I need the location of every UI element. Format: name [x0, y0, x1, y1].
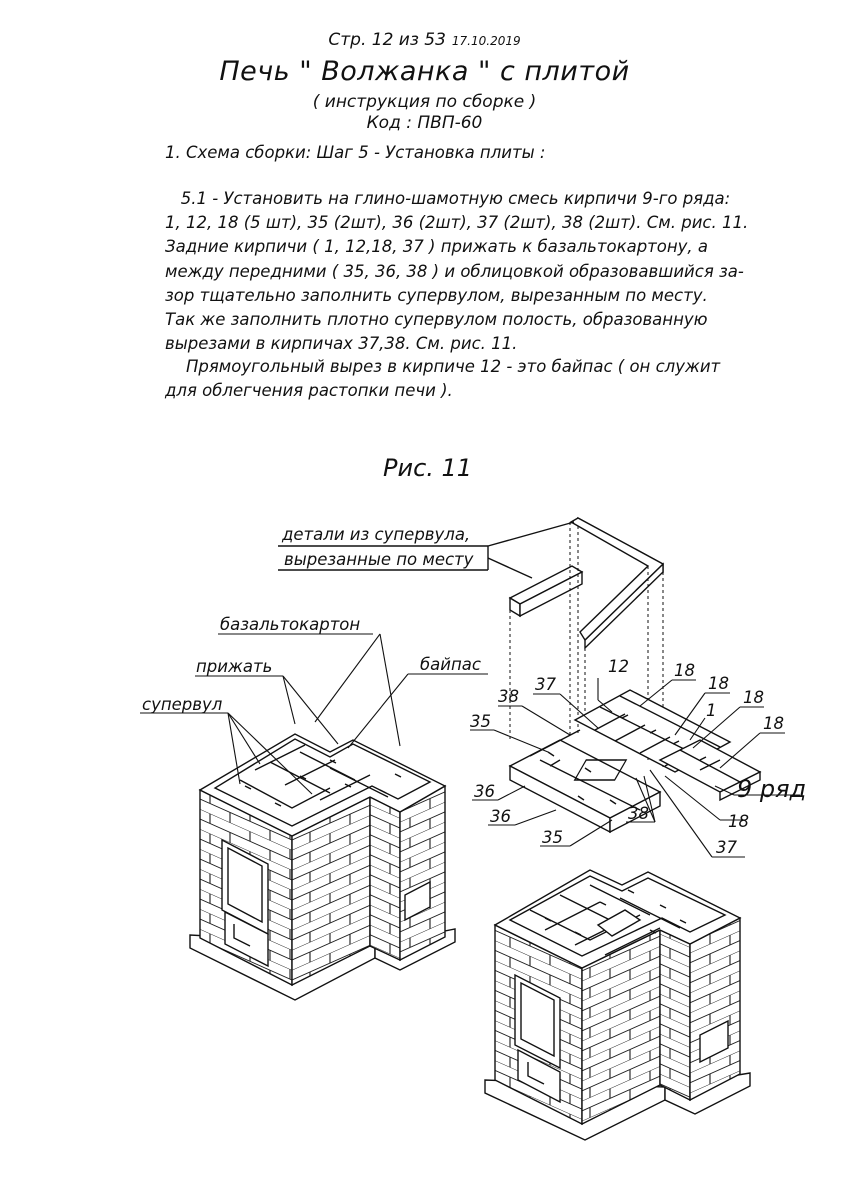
paragraph-line: между передними ( 35, 36, 38 ) и облицовкой образовавшийся за- [165, 261, 744, 281]
label-brick-35-top: 35 [470, 712, 491, 731]
paragraph-line: Задние кирпичи ( 1, 12,18, 37 ) прижать к базальтокартону, а [165, 237, 709, 257]
document-title: Печь " Волжанка " с плитой [219, 56, 630, 87]
label-brick-18-b: 18 [708, 674, 729, 693]
label-supervul: супервул [142, 695, 223, 714]
label-brick-18-e: 18 [728, 812, 749, 831]
label-brick-37-top: 37 [535, 675, 556, 694]
label-brick-12: 12 [608, 657, 629, 676]
paragraph-line: Так же заполнить плотно супервулом полость, образованную [165, 310, 708, 330]
stove-right-drawing [485, 870, 750, 1140]
label-brick-18-a: 18 [674, 661, 695, 680]
document-date: 17.10.2019 [451, 34, 521, 48]
label-brick-38-top: 38 [498, 687, 519, 706]
stove-left-drawing [190, 734, 455, 1000]
figure-title: Рис. 11 [383, 454, 473, 482]
label-brick-36-b: 36 [490, 807, 511, 826]
label-brick-37-bottom: 37 [716, 838, 737, 857]
product-code: Код : ПВП-60 [366, 113, 483, 133]
label-brick-36-a: 36 [474, 782, 495, 801]
label-row-nine: 9 ряд [737, 775, 807, 803]
label-brick-38-bottom: 38 [628, 804, 649, 823]
paragraph-line: зор тщательно заполнить супервулом, вырезанным по месту. [165, 285, 708, 305]
paragraph-line: Прямоугольный вырез в кирпиче 12 - это байпас ( он служит [165, 357, 721, 376]
paragraph-line: 1, 12, 18 (5 шт), 35 (2шт), 36 (2шт), 37 (2шт), 38 (2шт). См. рис. 11. [165, 213, 749, 233]
document-subtitle: ( инструкция по сборке ) [312, 92, 537, 112]
page-number-text: Стр. 12 из 53 [328, 30, 446, 50]
label-brick-1: 1 [706, 701, 717, 720]
paragraph-line: вырезами в кирпичах 37,38. См. рис. 11. [165, 334, 518, 354]
label-press: прижать [196, 657, 273, 676]
scheme-title: 1. Схема сборки: Шаг 5 - Установка плиты : [165, 143, 546, 162]
label-brick-35-bottom: 35 [542, 828, 563, 847]
label-brick-18-d: 18 [763, 714, 784, 733]
label-supervul-parts-line1: детали из супервула, [282, 525, 471, 544]
label-basalt: базальтокартон [220, 615, 361, 634]
label-brick-18-c: 18 [743, 688, 764, 707]
label-bypass: байпас [420, 655, 481, 674]
label-supervul-parts-line2: вырезанные по месту [284, 550, 474, 569]
paragraph-line: для облегчения растопки печи ). [165, 381, 453, 401]
paragraph-line: 5.1 - Установить на глино-шамотную смесь кирпичи 9-го ряда: [165, 189, 731, 208]
